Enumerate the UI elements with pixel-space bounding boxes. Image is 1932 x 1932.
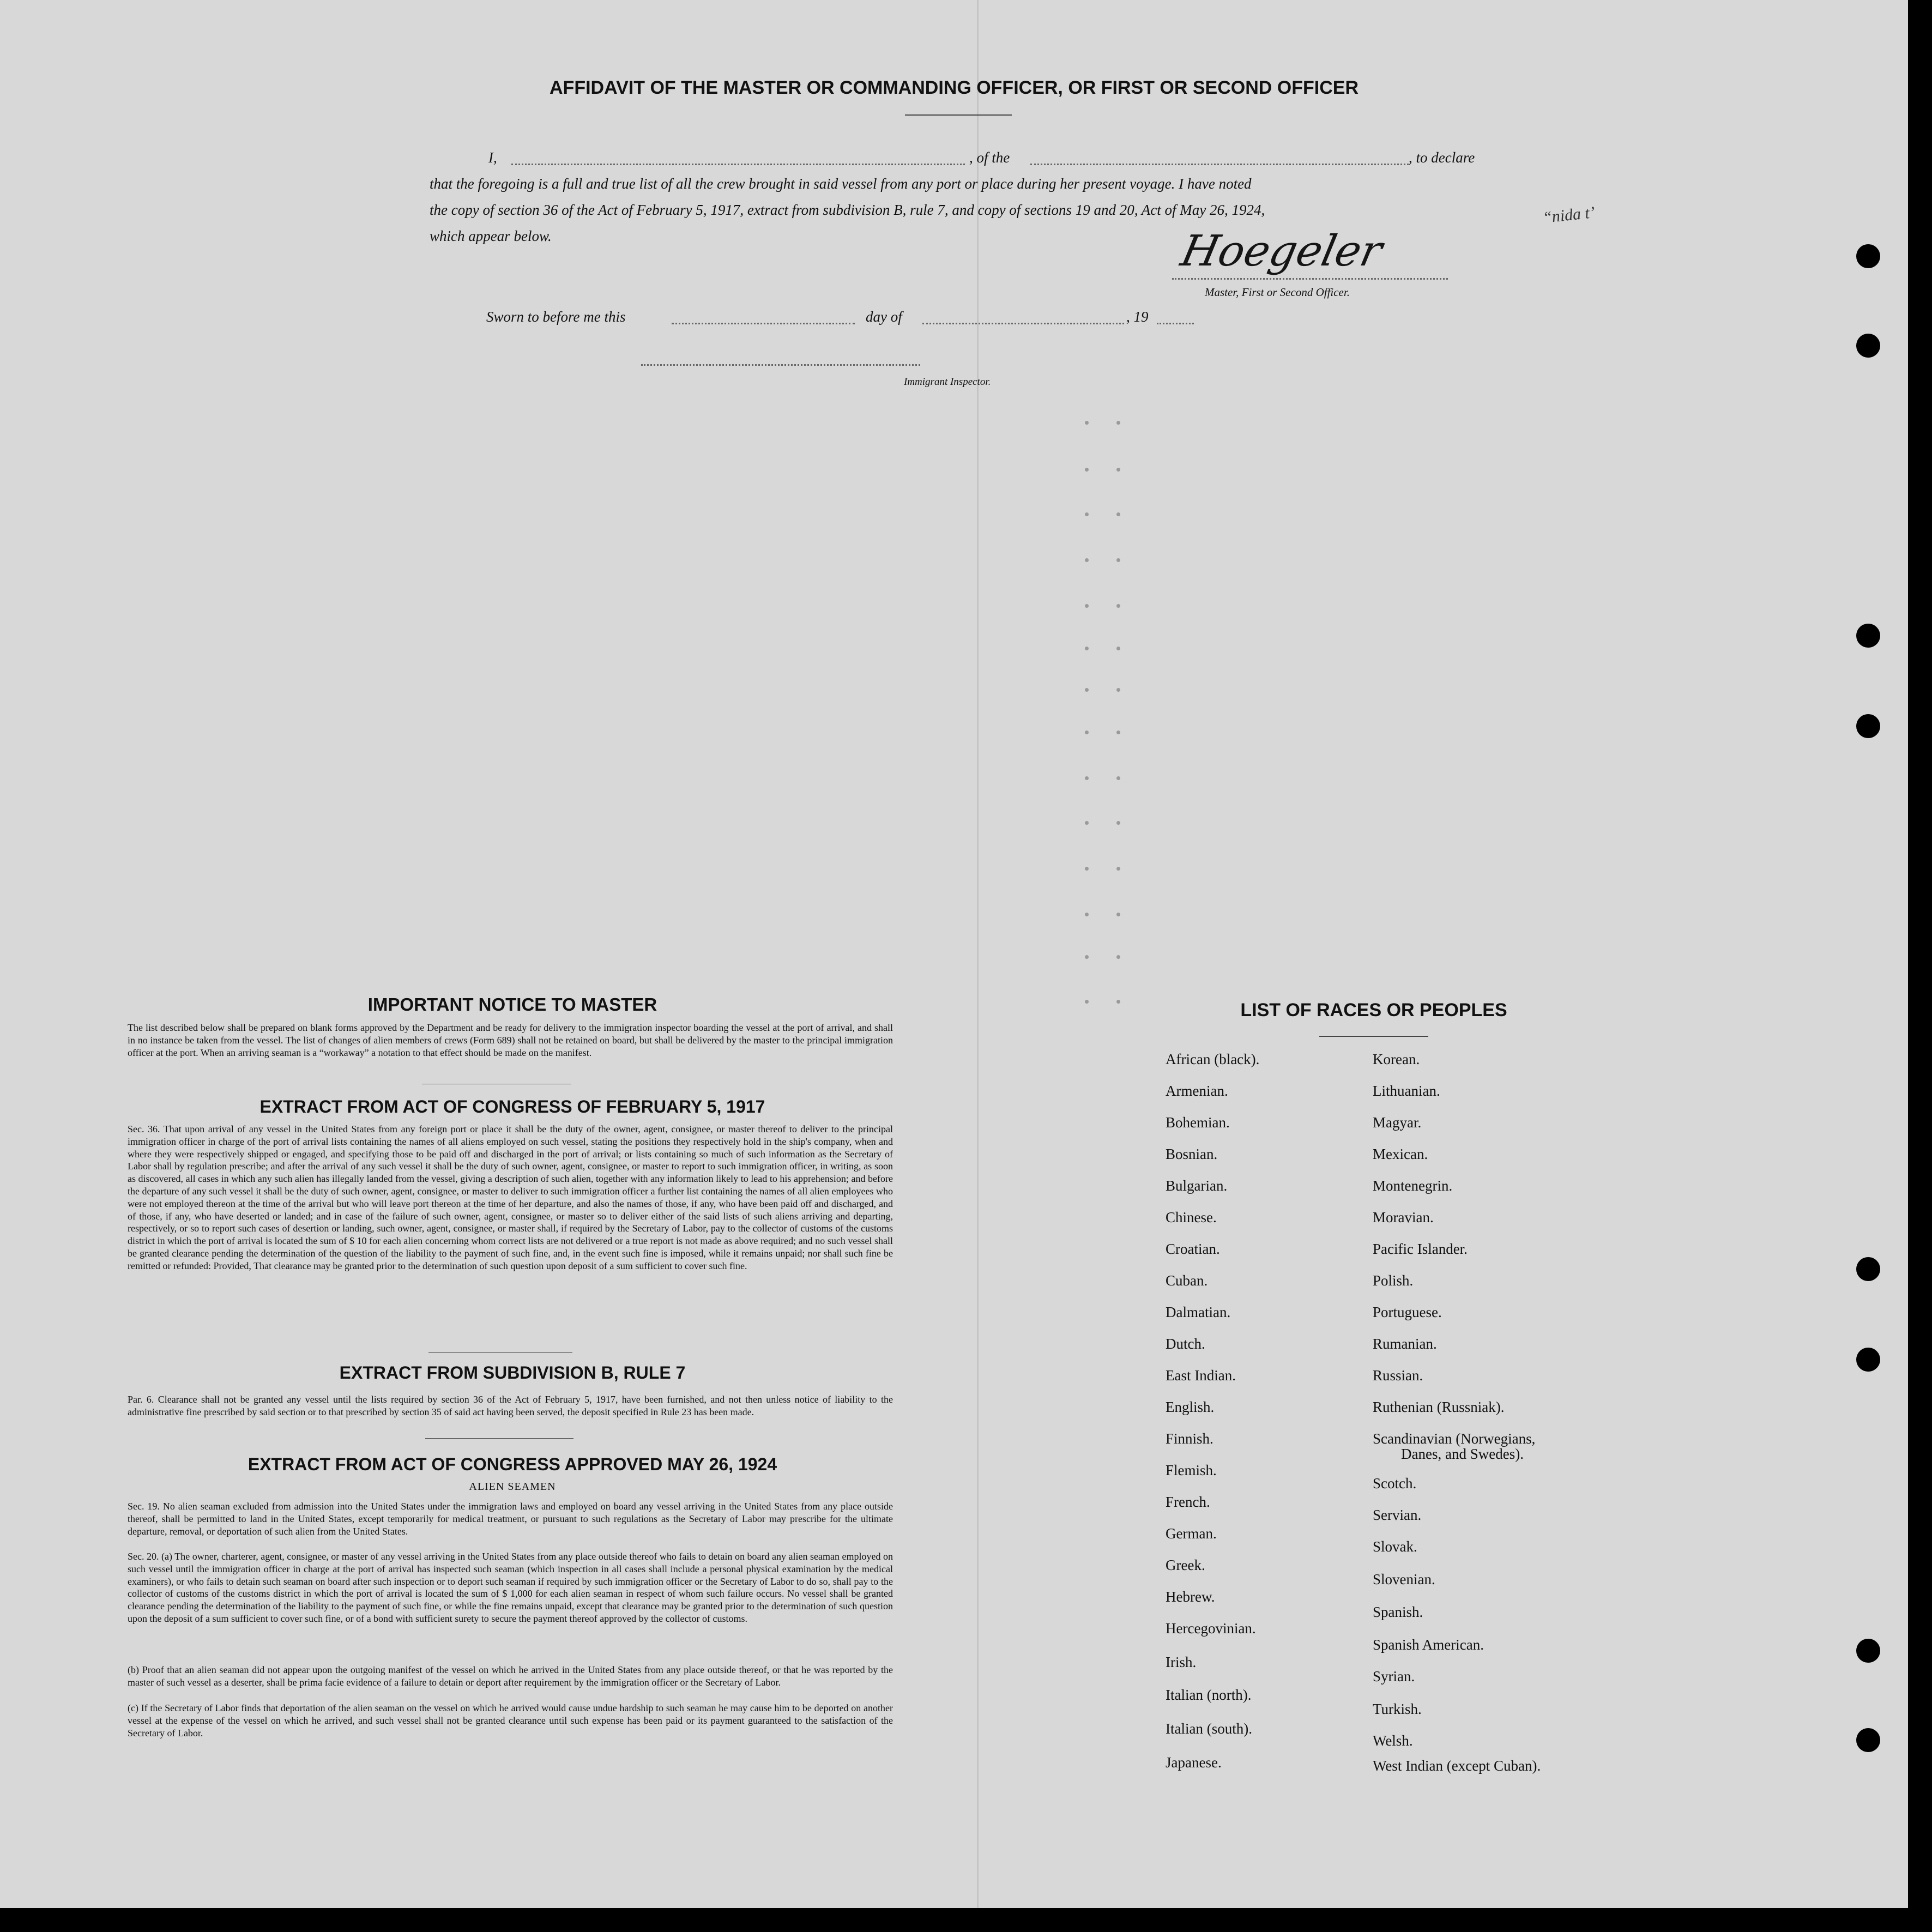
punch-hole	[1856, 624, 1880, 648]
race-item: Hebrew.	[1166, 1589, 1215, 1605]
race-item: German.	[1166, 1525, 1217, 1542]
race-item: African (black).	[1166, 1051, 1260, 1067]
race-item: Pacific Islander.	[1373, 1241, 1468, 1257]
notice-body: The list described below shall be prepared on blank forms approved by the Department and be ready for delivery to the immigration inspector boarding the vessel at the port of arrival, and shall in no instance be taken from the vessel. The list of changes of alien members of crews (Form 689) shall not be retained on board, but shall be delivered by the master to the principal immigration officer at the port. When an arriving seaman is a “workaway” a notation to that effect should be made on the manifest.	[128, 1022, 893, 1058]
extract-1917-title: EXTRACT FROM ACT OF CONGRESS OF FEBRUARY 5, 1917	[259, 1097, 765, 1116]
sec-20a-body: Sec. 20. (a) The owner, charterer, agent, consignee, or master of any vessel arriving in the United States from any place outside thereof who fails to detain on board any alien seaman employed on such vessel until the immigration officer in charge at the port of arrival has inspected such seaman (which inspection in all cases shall include a personal physical examination by the medical examiners), or who fails to detain such seaman on board after such inspection or to deport such seaman if required by such immigration officer or the Secretary of Labor to do so, shall pay to the collector of customs of the customs district in which the port of arrival is located the sum of $ 1,000 for each alien seaman in respect of whom such failure occurs. No vessel shall be granted clearance pending the determination of the liability to the payment of such fine, or while the fine remains unpaid, except that clearance may be granted prior to the determination of such question upon the deposit of a sum sufficient to cover such fine, or of a bond with sufficient surety to secure the payment thereof approved by the collector of customs.	[128, 1551, 893, 1624]
race-item: Moravian.	[1373, 1209, 1434, 1225]
race-item: Welsh.	[1373, 1732, 1413, 1749]
race-item: Chinese.	[1166, 1209, 1217, 1225]
affidavit-line-3: the copy of section 36 of the Act of February 5, 1917, extract from subdivision B, rule 7, and copy of sections 19 and 20, Act of May 26, 1924,	[430, 202, 1265, 218]
race-item: Scandinavian (Norwegians,	[1373, 1430, 1536, 1447]
affidavit-i-label: I,	[488, 149, 497, 166]
rule-7-body: Par. 6. Clearance shall not be granted any vessel until the lists required by section 36 of the Act of February 5, 1917, have been furnished, and not then unless notice of liability to the administrative fine prescribed by said section or to that prescribed by section 35 of said act having been served, the deposit specified in Rule 23 has been made.	[128, 1394, 893, 1417]
race-item: East Indian.	[1166, 1367, 1236, 1384]
race-item: Cuban.	[1166, 1272, 1208, 1289]
punch-hole	[1856, 714, 1880, 738]
races-title: LIST OF RACES OR PEOPLES	[1240, 1000, 1507, 1021]
race-item: Lithuanian.	[1373, 1083, 1440, 1099]
inspector-signature-blank	[641, 364, 920, 366]
notice-title: IMPORTANT NOTICE TO MASTER	[367, 994, 657, 1015]
sworn-label: Sworn to before me this	[486, 309, 626, 325]
affidavit-line-2: that the foregoing is a full and true list of all the crew brought in said vessel from any port or place during her present voyage. I have noted	[430, 176, 1252, 192]
race-item: Italian (north).	[1166, 1687, 1252, 1703]
year-blank	[1157, 323, 1194, 324]
race-item: English.	[1166, 1399, 1215, 1415]
race-item: Montenegrin.	[1373, 1178, 1453, 1194]
race-item: Croatian.	[1166, 1241, 1220, 1257]
race-item: Danes, and Swedes).	[1401, 1446, 1524, 1462]
race-item: Spanish American.	[1373, 1637, 1484, 1653]
race-item: Armenian.	[1166, 1083, 1228, 1099]
race-item: Magyar.	[1373, 1114, 1422, 1131]
race-item: Ruthenian (Russniak).	[1373, 1399, 1505, 1415]
section-rule	[428, 1352, 572, 1353]
punch-hole	[1856, 1728, 1880, 1752]
race-item: Portuguese.	[1373, 1304, 1442, 1320]
race-item: Polish.	[1373, 1272, 1414, 1289]
signature-caption: Master, First or Second Officer.	[1205, 286, 1350, 299]
race-item: Bohemian.	[1166, 1114, 1230, 1131]
races-title-rule	[1319, 1036, 1428, 1037]
master-signature: Hoegeler	[1176, 227, 1387, 276]
vessel-blank	[1030, 164, 1409, 165]
race-item: Bosnian.	[1166, 1146, 1218, 1162]
signature-blank	[1172, 278, 1448, 280]
section-rule	[425, 1438, 573, 1439]
page-fold	[977, 0, 979, 1908]
race-item: Hercegovinian.	[1166, 1620, 1256, 1637]
affidavit-line-4: which appear below.	[430, 228, 552, 244]
race-item: Servian.	[1373, 1507, 1422, 1523]
race-item: West Indian (except Cuban).	[1373, 1758, 1541, 1774]
extract-1924-title: EXTRACT FROM ACT OF CONGRESS APPROVED MAY 26, 1924	[247, 1454, 777, 1474]
race-item: Mexican.	[1373, 1146, 1428, 1162]
sec-19-body: Sec. 19. No alien seaman excluded from admission into the United States under the immigration laws and employed on board any vessel arriving in the United States from any place outside thereof, shall be permitted to land in the United States, except temporarily for medical treatment, or pursuant to such regulations as the Secretary of Labor may prescribe for the ultimate departure, removal, or deportation of such alien from the United States.	[128, 1501, 893, 1537]
race-item: Finnish.	[1166, 1430, 1213, 1447]
race-item: Irish.	[1166, 1654, 1197, 1670]
title-rule	[905, 114, 1012, 116]
year-label: , 19	[1126, 309, 1149, 325]
race-item: Spanish.	[1373, 1604, 1423, 1620]
race-item: French.	[1166, 1494, 1210, 1510]
race-item: Greek.	[1166, 1557, 1205, 1573]
race-item: Dalmatian.	[1166, 1304, 1231, 1320]
race-item: Italian (south).	[1166, 1720, 1252, 1737]
day-of-label: day of	[866, 309, 902, 325]
punch-hole	[1856, 244, 1880, 268]
rule-7-title: EXTRACT FROM SUBDIVISION B, RULE 7	[339, 1363, 686, 1382]
race-item: Bulgarian.	[1166, 1178, 1228, 1194]
affidavit-of-label: , of the	[969, 149, 1010, 166]
race-item: Japanese.	[1166, 1754, 1222, 1771]
margin-note: “nida t’	[1542, 203, 1596, 227]
race-item: Slovak.	[1373, 1538, 1417, 1555]
race-item: Rumanian.	[1373, 1336, 1437, 1352]
sworn-month-blank	[922, 323, 1124, 324]
affidavit-title: AFFIDAVIT OF THE MASTER OR COMMANDING OFFICER, OR FIRST OR SECOND OFFICER	[550, 77, 1359, 98]
race-item: Scotch.	[1373, 1475, 1417, 1492]
race-item: Korean.	[1373, 1051, 1420, 1067]
race-item: Dutch.	[1166, 1336, 1205, 1352]
punch-hole	[1856, 1639, 1880, 1663]
punch-hole	[1856, 334, 1880, 358]
race-item: Turkish.	[1373, 1701, 1422, 1717]
race-item: Syrian.	[1373, 1668, 1415, 1685]
punch-hole	[1856, 1348, 1880, 1372]
inspector-caption: Immigrant Inspector.	[904, 376, 991, 388]
race-item: Flemish.	[1166, 1462, 1217, 1478]
sec-20c-body: (c) If the Secretary of Labor finds that deportation of the alien seaman on the vessel on which he arrived would cause undue hardship to such seaman he may cause him to be deported on another vessel at the expense of the vessel on which he arrived, and such vessel shall not be granted clearance until such expense has been paid or its payment guaranteed to the satisfaction of the Secretary of Labor.	[128, 1702, 893, 1738]
alien-seamen-subtitle: ALIEN SEAMEN	[469, 1481, 556, 1493]
sworn-day-blank	[672, 323, 855, 324]
affidavit-declare-label: , to declare	[1409, 149, 1475, 166]
sec-20b-body: (b) Proof that an alien seaman did not appear upon the outgoing manifest of the vessel on which he arrived in the United States from any place outside thereof, or that he was reported by the master of such vessel as a deserter, shall be prima facie evidence of a failure to detain or deport after requirement by the immigration officer or the Secretary of Labor.	[128, 1664, 893, 1688]
race-item: Russian.	[1373, 1367, 1423, 1384]
extract-1917-body: Sec. 36. That upon arrival of any vessel in the United States from any foreign port or place it shall be the duty of the owner, agent, consignee, or master thereof to deliver to the principal immigration officer in charge of the port of arrival lists containing the names of all aliens employed on such vessel, stating the positions they respectively hold in the ship's company, when and where they were respectively shipped or engaged, and specifying those to be paid off and discharged in the port of arrival; or lists containing so much of such information as the Secretary of Labor shall by regulation prescribe; and after the arrival of any such vessel it shall be the duty of such owner, agent, consignee, or master to report to such immigration officer, in writing, as soon as discovered, all cases in which any such alien has illegally landed from the vessel, giving a description of such alien, together with any information likely to lead to his apprehension; and before the departure of any such vessel it shall be the duty of such owner, agent, consignee, or master to deliver to such immigration officer a further list containing the names of all alien employees who were not employed thereon at the time of the arrival but who will leave port thereon at the time of her departure, and also the names of those, if any, who have been paid off and discharged, and of those, if any, who have deserted or landed; and in case of the failure of such owner, agent, consignee, or master so to deliver either of the said lists of such aliens arriving and departing, respectively, or so to report such cases of desertion or landing, such owner, agent, consignee, or master shall, if required by the Secretary of Labor, pay to the collector of customs of the customs district in which the port of arrival is located the sum of $ 10 for each alien concerning whom correct lists are not delivered or a true report is not made as above required; and no such vessel shall be granted clearance pending the determination of the question of the liability to the payment of such fine, and, in the event such fine is imposed, while it remains unpaid; nor shall such fine be remitted or refunded: Provided, That clearance may be granted prior to the determination of such question upon deposit of a sum sufficient to cover such fine.	[128, 1124, 893, 1271]
name-blank	[511, 164, 965, 165]
punch-hole	[1856, 1257, 1880, 1281]
race-item: Slovenian.	[1373, 1571, 1435, 1587]
